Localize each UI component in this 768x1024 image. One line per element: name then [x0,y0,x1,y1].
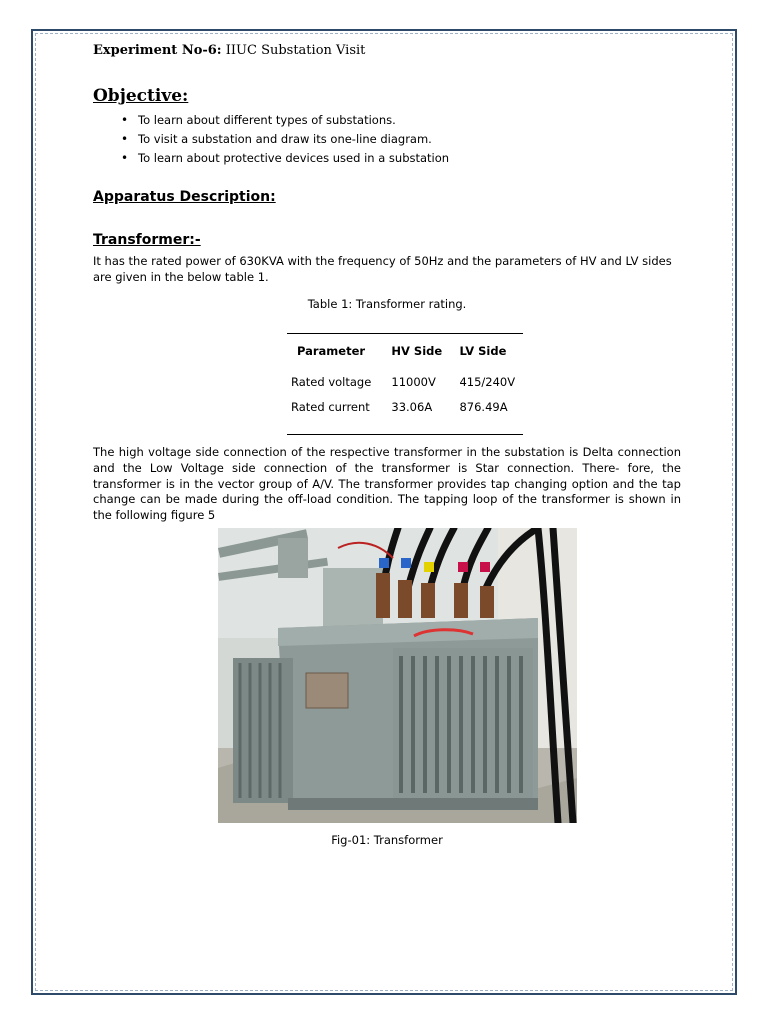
transformer-rating-table [287,333,523,435]
objective-item: • To learn about different types of substations. [121,111,449,130]
experiment-name: IIUC Substation Visit [221,43,366,58]
figure-caption: Fig-01: Transformer [331,833,443,847]
cell-hv-side: 11000V [391,375,436,389]
table-caption: Table 1: Transformer rating. [307,297,467,311]
cell-hv-side: 33.06A [391,400,433,414]
experiment-number: Experiment No-6: [93,43,222,58]
experiment-title [93,43,365,58]
cell-parameter: Rated current [291,400,370,414]
cell-lv-side: 876.49A [459,400,508,414]
apparatus-heading: Apparatus Description: [93,189,276,205]
objective-item: • To visit a substation and draw its one-line diagram. [121,130,449,149]
transformer-photo [218,528,577,823]
table-row [287,396,523,435]
column-header-lv-side: LV Side [459,344,507,358]
table-header-row [287,334,523,369]
objective-item: • To learn about protective devices used in a substation [121,149,449,168]
transformer-heading: Transformer:- [93,232,201,248]
cell-parameter: Rated voltage [291,375,372,389]
cell-lv-side: 415/240V [459,375,516,389]
transformer-intro-paragraph: It has the rated power of 630KVA with the frequency of 50Hz and the parameters of HV and LV sides are given in the below table 1. [93,254,672,284]
objective-list [121,111,449,168]
table-row [287,368,523,396]
column-header-parameter: Parameter [297,344,366,358]
transformer-description-paragraph: The high voltage side connection of the respective transformer in the substation is Delta connection and the Low Voltage side connection of the transformer is Star connection. There- fore, the transformer is in the vector group of A/V. The transformer provides tap changing option and the tap change can be made during the off-load condition. The tapping loop of the transformer is shown in the following figure 5 [93,445,681,523]
column-header-hv-side: HV Side [391,344,443,358]
objective-heading: Objective: [93,86,189,106]
